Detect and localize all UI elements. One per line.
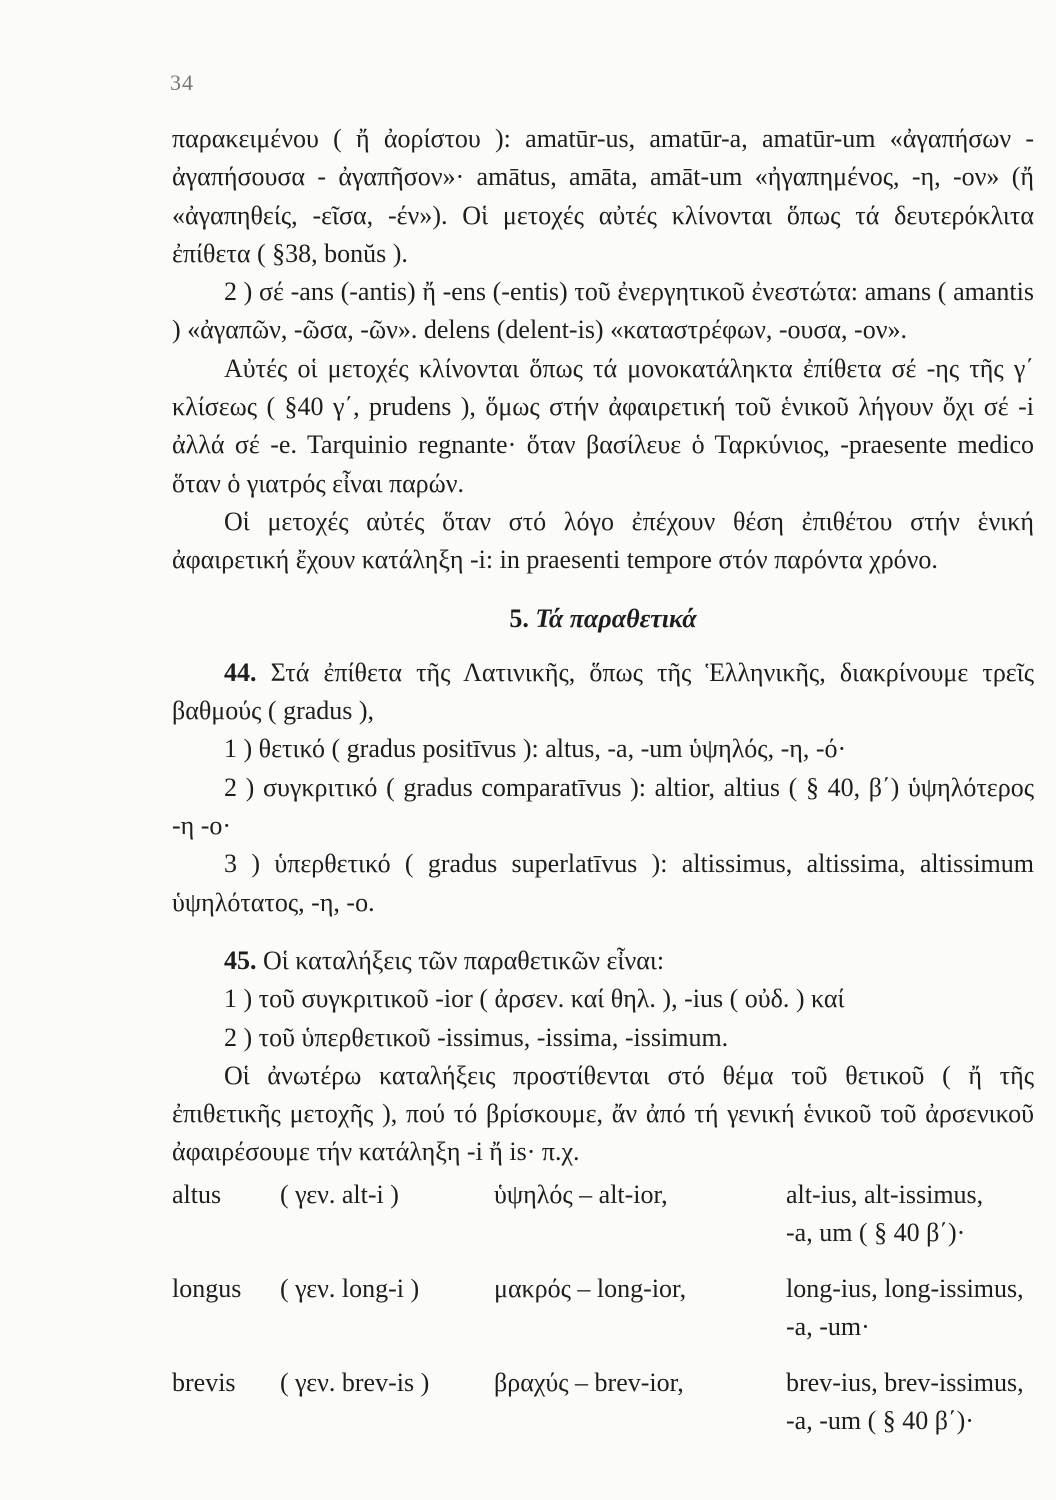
paragraph-participle-perfect: παρακειμένου ( ἤ ἀορίστου ): amatūr-us, amatūr-a, amatūr-um «ἀγαπήσων - ἀγαπήσουσα - ἀγαπῆσον»· amātus, amāta, amāt-um «ἠγαπημένος, -η, -ον» (ἤ «ἀγαπηθείς, -εῖσα, -έν»). Οἱ μετοχές αὐτές κλίνονται ὅπως τά δευτερόκλιτα ἐπίθετα ( §38, bonŭs ). bbox=[172, 124, 1034, 268]
example-forms bbox=[786, 1176, 1034, 1252]
paragraph-number-44: 44. bbox=[224, 657, 257, 687]
degree-comparative: 2 ) συγκριτικό ( gradus comparatīvus ): altior, altius ( § 40, β΄) ὑψηλότερος -η -ο· bbox=[172, 772, 1034, 841]
examples-table bbox=[172, 1176, 1034, 1440]
paragraph-45-explanation: Οἱ ἀνωτέρω καταλήξεις προστίθενται στό θέμα τοῦ θετικοῦ ( ἤ τῆς ἐπιθετικῆς μετοχῆς ), πού τό βρίσκουμε, ἄν ἀπό τή γενική ἑνικοῦ τοῦ ἀρσενικοῦ ἀφαιρέσουμε τήν κατάληξη -i ἤ is· π.χ. bbox=[172, 1060, 1034, 1167]
example-comparative: μακρός – long-ior, bbox=[494, 1273, 687, 1303]
example-row bbox=[172, 1346, 1034, 1440]
ending-superlative: 2 ) τοῦ ὑπερθετικοῦ -issimus, -issima, -issimum. bbox=[224, 1022, 729, 1052]
example-forms-line2: -a, -um· bbox=[786, 1311, 870, 1341]
example-word: altus bbox=[172, 1179, 222, 1209]
paragraph-number-45: 45. bbox=[224, 945, 257, 975]
degree-positive: 1 ) θετικό ( gradus positīvus ): altus, -a, -um ὑψηλός, -η, -ό· bbox=[224, 734, 847, 764]
example-forms-line1: alt-ius, alt-issimus, bbox=[786, 1179, 984, 1209]
example-genitive: ( γεν. brev-is ) bbox=[280, 1367, 430, 1397]
example-word: longus bbox=[172, 1273, 242, 1303]
example-row bbox=[172, 1252, 1034, 1346]
section-heading bbox=[172, 600, 1034, 638]
degree-superlative: 3 ) ὑπερθετικό ( gradus superlatīvus ): altissimus, altissima, altissimum ὑψηλότατος, -η, -ο. bbox=[172, 849, 1034, 917]
example-forms-line2: -a, -um ( § 40 β΄)· bbox=[786, 1405, 974, 1435]
example-row bbox=[172, 1176, 1034, 1252]
paragraph-44-text: Στά ἐπίθετα τῆς Λατινικῆς, ὅπως τῆς Ἑλληνικῆς, διακρίνουμε τρεῖς βαθμούς ( gradus ), bbox=[172, 657, 1035, 726]
example-forms-line2: -a, um ( § 40 β΄)· bbox=[786, 1217, 966, 1247]
page-number: 34 bbox=[170, 70, 194, 95]
example-forms-line1: brev-ius, brev-issimus, bbox=[786, 1367, 1024, 1397]
page-body bbox=[172, 120, 1034, 1440]
example-genitive: ( γεν. alt-i ) bbox=[280, 1179, 399, 1209]
ending-comparative: 1 ) τοῦ συγκριτικοῦ -ior ( ἀρσεν. καί θηλ. ), -ius ( οὐδ. ) καί bbox=[224, 984, 845, 1014]
example-genitive: ( γεν. long-i ) bbox=[280, 1273, 420, 1303]
example-word: brevis bbox=[172, 1367, 236, 1397]
paragraph-participle-present: 2 ) σέ -ans (-antis) ἤ -ens (-entis) τοῦ ἐνεργητικοῦ ἐνεστώτα: amans ( amantis ) «ἀγαπῶν, -ῶσα, -ῶν». delens (delent-is) «καταστρέφων, -ουσα, -ον». bbox=[172, 277, 1034, 345]
example-forms-line1: long-ius, long-issimus, bbox=[786, 1273, 1024, 1303]
example-forms bbox=[786, 1346, 1034, 1440]
paragraph-45-intro bbox=[172, 942, 1034, 980]
paragraph-declension-note: Αὐτές οἱ μετοχές κλίνονται ὅπως τά μονοκατάληκτα ἐπίθετα σέ -ης τῆς γ΄ κλίσεως ( §40 γ΄, prudens ), ὅμως στήν ἀφαιρετική τοῦ ἑνικοῦ λήγουν ὄχι σέ -i ἀλλά σέ -e. Tarquinio regnante· ὅταν βασίλευε ὁ Ταρκύνιος, -praesente medico ὅταν ὁ γιατρός εἶναι παρών. bbox=[172, 353, 1034, 498]
paragraph-44-intro bbox=[172, 654, 1034, 731]
section-number: 5. bbox=[509, 603, 529, 633]
section-title: Τά παραθετικά bbox=[535, 603, 697, 633]
example-forms bbox=[786, 1252, 1034, 1346]
example-comparative: ὑψηλός – alt-ior, bbox=[494, 1179, 668, 1209]
example-comparative: βραχύς – brev-ior, bbox=[494, 1367, 684, 1397]
paragraph-ablative-note: Οἱ μετοχές αὐτές ὅταν στό λόγο ἐπέχουν θέση ἐπιθέτου στήν ἑνική ἀφαιρετική ἔχουν κατάληξη -i: in praesenti tempore στόν παρόντα χρόνο. bbox=[172, 506, 1034, 575]
paragraph-45-text: Οἱ καταλήξεις τῶν παραθετικῶν εἶναι: bbox=[263, 945, 665, 975]
